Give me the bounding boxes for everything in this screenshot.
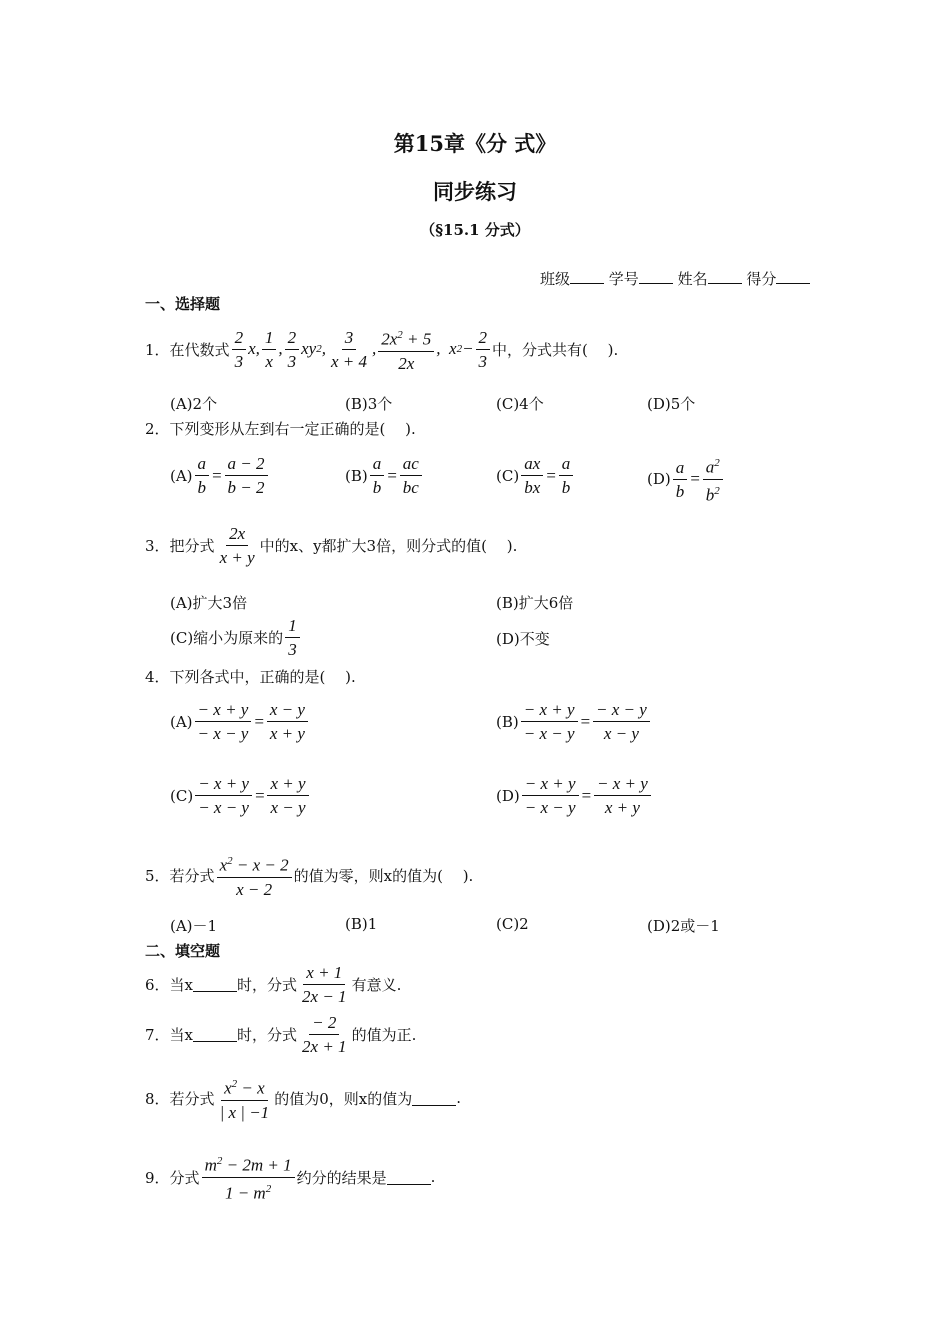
q4-label-a: (A) — [170, 712, 193, 731]
q4-label-d: (D) — [496, 786, 520, 805]
q4-option-a[interactable]: (A) − x + y − x − y = x − y x + y — [170, 700, 310, 743]
q9-answer-blank[interactable] — [387, 1170, 431, 1185]
number-label: 学号 — [608, 270, 639, 288]
q4-option-b[interactable]: (B) − x + y − x − y = − x − y x − y — [496, 700, 652, 743]
page-subtitle: 同步练习 — [433, 179, 517, 204]
q1-option-d[interactable]: (D)5个 — [647, 395, 696, 413]
q8-text-after: 的值为0，则x的值为 — [274, 1089, 413, 1108]
q4-number: 4． — [145, 668, 170, 686]
q3-text-before: 把分式 — [169, 537, 215, 555]
q2-label-a: (A) — [170, 466, 193, 485]
student-info — [540, 268, 810, 289]
q1-expressions: 2 3 x, 1 x , 2 3 xy 2 , 3 x + 4 , $2x^2 + 5$ 2x , x 2 − 2 3 — [230, 326, 492, 373]
q7-text-after: 的值为正. — [351, 1026, 417, 1044]
page-title: 第15章《分 式》 — [393, 131, 557, 156]
q4-label-c: (C) — [170, 786, 194, 805]
q9-number: 9． — [145, 1168, 170, 1187]
question-7: 7． 当x 时，分式 − 2 2x + 1 的值为正. — [145, 1013, 417, 1056]
q1-option-b[interactable]: (B)3个 — [345, 395, 393, 413]
q3-option-c-label: (C)缩小为原来的 — [170, 629, 284, 647]
score-label: 得分 — [746, 270, 777, 288]
q4-option-d[interactable]: (D) − x + y − x − y = − x + y x + y — [496, 774, 653, 817]
q2-number: 2． — [145, 420, 170, 438]
q2-label-c: (C) — [496, 466, 520, 485]
question-8: 8． 若分式 $x^2 - x$ | x | −1 的值为0，则x的值为 . — [145, 1075, 461, 1122]
class-blank[interactable] — [570, 269, 604, 284]
question-3: 3． 把分式 2x x + y 中的x、y都扩大3倍，则分式的值( ). — [145, 524, 518, 567]
q5-option-a[interactable]: (A)－1 — [170, 917, 218, 935]
q4-label-b: (B) — [496, 712, 519, 731]
q7-answer-blank[interactable] — [193, 1027, 237, 1042]
q5-text-before: 若分式 — [169, 866, 215, 885]
question-9: 9． 分式 $m^2 - 2m + 1$ $1 - m^2$ 约分的结果是 . — [145, 1152, 435, 1202]
q4-option-c[interactable]: (C) − x + y − x − y = x + y x − y — [170, 774, 311, 817]
q8-text-before: 若分式 — [169, 1089, 215, 1108]
q6-answer-blank[interactable] — [193, 977, 237, 992]
q9-text-after: 约分的结果是 — [296, 1168, 387, 1187]
q3-option-b[interactable]: (B)扩大6倍 — [496, 594, 574, 612]
q3-text-after: 中的x、y都扩大3倍，则分式的值( ). — [259, 537, 518, 555]
q3-option-d[interactable]: (D)不变 — [496, 630, 550, 648]
question-5: 5． 若分式 $x^2 - x - 2$ x − 2 的值为零，则x的值为( ). — [145, 852, 473, 899]
q5-option-d[interactable]: (D)2或－1 — [647, 917, 720, 935]
q6-number: 6． — [145, 976, 170, 994]
q9-text-before: 分式 — [169, 1168, 200, 1187]
class-label: 班级 — [540, 270, 571, 288]
q3-option-a[interactable]: (A)扩大3倍 — [170, 594, 248, 612]
q7-text-before: 当x — [169, 1026, 194, 1044]
q2-option-d[interactable]: (D) a b = $a^2$ $b^2$ — [647, 454, 725, 504]
q2-option-a[interactable]: (A) a b = a − 2 b − 2 — [170, 454, 270, 497]
q7-number: 7． — [145, 1026, 170, 1044]
q2-option-c[interactable]: (C) ax bx = a b — [496, 454, 575, 497]
section-label: （§15.1 分式） — [420, 221, 530, 239]
q3-number: 3． — [145, 537, 170, 555]
q1-text-before: 在代数式 — [169, 340, 230, 359]
q7-text-mid: 时，分式 — [237, 1026, 298, 1044]
q5-option-b[interactable]: (B)1 — [345, 915, 378, 933]
score-blank[interactable] — [776, 269, 810, 284]
number-blank[interactable] — [639, 269, 673, 284]
q4-text: 下列各式中，正确的是( ). — [169, 668, 356, 686]
q5-option-c[interactable]: (C)2 — [496, 915, 529, 933]
q1-number: 1． — [145, 340, 170, 359]
q2-label-d: (D) — [647, 470, 671, 489]
q2-text: 下列变形从左到右一定正确的是( ). — [169, 420, 416, 438]
q8-answer-blank[interactable] — [412, 1091, 456, 1106]
q1-option-c[interactable]: (C)4个 — [496, 395, 544, 413]
name-label: 姓名 — [677, 270, 708, 288]
q1-text-after: 中，分式共有( ). — [492, 340, 619, 359]
q5-text-after: 的值为零，则x的值为( ). — [293, 866, 474, 885]
q2-label-b: (B) — [345, 466, 368, 485]
q6-text-after: 有意义. — [351, 976, 402, 994]
q5-number: 5． — [145, 866, 170, 885]
question-1 — [145, 326, 618, 373]
question-4 — [145, 666, 356, 687]
question-6: 6． 当x 时，分式 x + 1 2x − 1 有意义. — [145, 963, 402, 1006]
q9-text-end: . — [430, 1168, 436, 1187]
section-fill: 二、填空题 — [145, 942, 221, 960]
q3-option-c[interactable]: (C)缩小为原来的 1 3 — [170, 616, 302, 659]
section-choice: 一、选择题 — [145, 295, 221, 313]
q6-text-before: 当x — [169, 976, 194, 994]
question-2 — [145, 418, 416, 439]
q6-text-mid: 时，分式 — [237, 976, 298, 994]
q2-option-b[interactable]: (B) a b = ac bc — [345, 454, 424, 497]
q1-option-a[interactable]: (A)2个 — [170, 395, 218, 413]
name-blank[interactable] — [708, 269, 742, 284]
q8-text-end: . — [456, 1089, 461, 1108]
q8-number: 8． — [145, 1089, 170, 1108]
